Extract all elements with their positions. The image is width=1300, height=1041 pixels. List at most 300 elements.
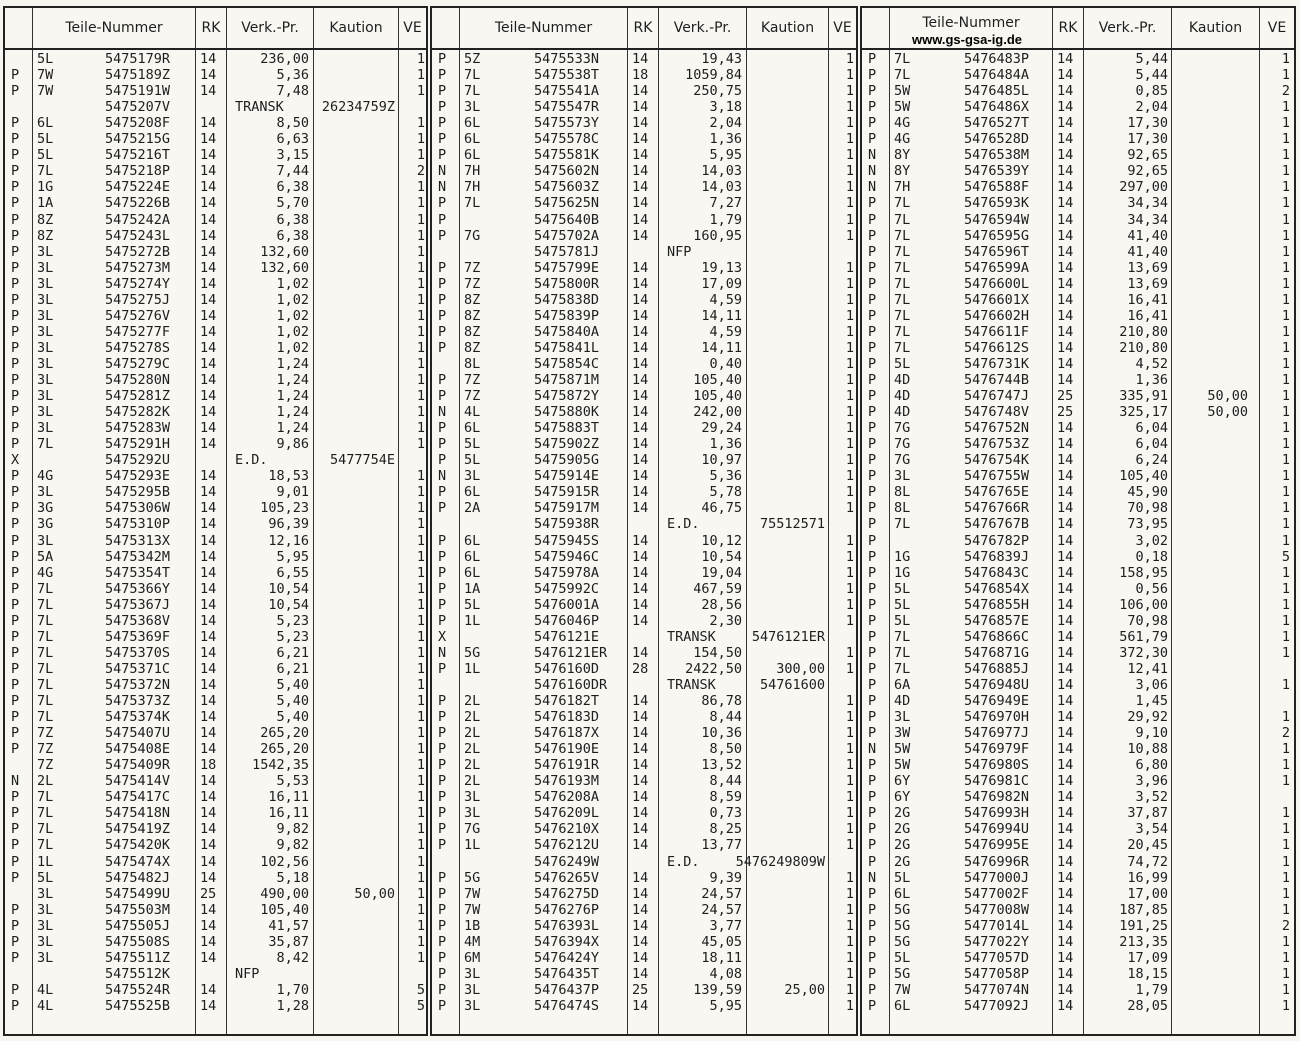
- price-value: 0,73: [709, 805, 742, 822]
- group-code: 7L: [37, 709, 54, 726]
- row-flag: P: [438, 773, 447, 790]
- group-code: 7Z: [37, 741, 54, 758]
- deposit-value: 26234759Z: [321, 99, 395, 116]
- rk-value: 14: [632, 757, 649, 774]
- row-flag: P: [438, 211, 447, 228]
- table-row: [862, 356, 1294, 372]
- price-value: 16,41: [1127, 291, 1168, 308]
- ve-value: 1: [416, 468, 425, 485]
- row-flag: P: [11, 548, 20, 565]
- price-value: 265,20: [260, 741, 309, 758]
- group-code: 3L: [37, 355, 54, 372]
- price-value: 6,24: [1135, 452, 1168, 469]
- rk-value: 14: [1057, 195, 1074, 212]
- table-row: [432, 645, 856, 661]
- row-flag: P: [11, 805, 20, 822]
- part-number: 5475208F: [105, 115, 171, 132]
- deposit-value: 54761600: [759, 676, 825, 693]
- part-number: 5475281Z: [105, 388, 171, 405]
- row-flag: P: [868, 307, 877, 324]
- price-value: 191,25: [1119, 917, 1168, 934]
- part-number: 5475578C: [534, 131, 600, 148]
- table-row: [432, 51, 856, 67]
- row-flag: P: [11, 259, 20, 276]
- rk-value: 14: [632, 725, 649, 742]
- price-value: 105,40: [1119, 468, 1168, 485]
- row-flag: P: [11, 388, 20, 405]
- row-flag: P: [11, 291, 20, 308]
- group-code: 7L: [894, 243, 911, 260]
- group-code: 4D: [894, 388, 911, 405]
- table-row: [432, 308, 856, 324]
- rk-value: 14: [1057, 83, 1074, 100]
- rk-value: 14: [200, 307, 217, 324]
- part-number: 5475292U: [105, 452, 171, 469]
- price-value: 5,40: [276, 676, 309, 693]
- part-number: 5476538M: [964, 147, 1030, 164]
- part-number: 5475581K: [534, 147, 600, 164]
- table-row: [432, 661, 856, 677]
- price-value: 5,70: [276, 195, 309, 212]
- table-row: [432, 324, 856, 340]
- part-number: 5475372N: [105, 676, 171, 693]
- table-row: [432, 228, 856, 244]
- price-value: 5,44: [1135, 51, 1168, 67]
- price-value: 24,57: [701, 901, 742, 918]
- table-row: [5, 195, 426, 211]
- group-code: 7L: [894, 628, 911, 645]
- group-code: 5L: [37, 147, 54, 164]
- website-watermark: www.gs-gsa-ig.de: [912, 32, 1023, 47]
- row-flag: X: [11, 452, 20, 469]
- part-number: 5475871M: [534, 372, 600, 388]
- ve-value: 1: [1281, 468, 1290, 485]
- row-flag: P: [438, 500, 447, 517]
- part-number: 5476183D: [534, 709, 600, 726]
- ve-value: 1: [845, 901, 854, 918]
- row-flag: P: [438, 997, 447, 1014]
- row-flag: P: [438, 532, 447, 549]
- table-row: [5, 645, 426, 661]
- row-flag: P: [11, 195, 20, 212]
- row-flag: P: [11, 420, 20, 437]
- price-value: 34,34: [1127, 195, 1168, 212]
- part-number: 5475914E: [534, 468, 600, 485]
- price-value: 14,11: [701, 307, 742, 324]
- price-value: 92,65: [1127, 147, 1168, 164]
- price-value: 6,38: [276, 179, 309, 196]
- rk-value: 14: [200, 115, 217, 132]
- rk-value: 14: [1057, 821, 1074, 838]
- group-code: 5L: [464, 452, 481, 469]
- group-code: 7W: [464, 885, 481, 902]
- deposit-value: 5476121ER: [751, 628, 825, 645]
- ve-value: 1: [845, 83, 854, 100]
- row-flag: P: [868, 468, 877, 485]
- row-flag: P: [438, 612, 447, 629]
- rk-value: 14: [1057, 709, 1074, 726]
- part-number: 5476995E: [964, 837, 1030, 854]
- price-value: 13,69: [1127, 259, 1168, 276]
- part-number: 5475417C: [105, 789, 171, 806]
- table-row: [5, 468, 426, 484]
- row-flag: P: [868, 388, 877, 405]
- rk-value: 14: [632, 532, 649, 549]
- part-number: 5476854X: [964, 580, 1030, 597]
- ve-value: 1: [416, 596, 425, 613]
- price-value: 3,52: [1135, 789, 1168, 806]
- rk-value: 14: [632, 741, 649, 758]
- table-row: [5, 886, 426, 902]
- rk-value: 14: [632, 500, 649, 517]
- row-flag: P: [868, 773, 877, 790]
- rk-value: 14: [200, 323, 217, 340]
- price-value: 10,54: [268, 596, 309, 613]
- group-code: 7G: [464, 821, 481, 838]
- table-row: [5, 516, 426, 532]
- table-row: [432, 549, 856, 565]
- table-row: [432, 292, 856, 308]
- row-flag: P: [11, 500, 20, 517]
- price-value: 1542,35: [252, 757, 309, 774]
- ve-value: 1: [845, 805, 854, 822]
- group-code: 7L: [894, 195, 911, 212]
- group-code: 7L: [37, 676, 54, 693]
- header-part-number: Teile-Nummer: [65, 20, 163, 36]
- price-value: 1,45: [1135, 693, 1168, 709]
- row-flag: P: [438, 307, 447, 324]
- row-flag: P: [11, 564, 20, 581]
- group-code: 8Z: [37, 211, 54, 228]
- part-number: 5475207V: [105, 99, 171, 116]
- table-row: [432, 757, 856, 773]
- ve-value: 1: [845, 468, 854, 485]
- part-number: 5476424Y: [534, 949, 600, 966]
- table-row: [862, 629, 1294, 645]
- price-value: 7,48: [276, 83, 309, 100]
- table-row: [432, 613, 856, 629]
- group-code: 7L: [894, 660, 911, 677]
- part-number: 5475800R: [534, 275, 600, 292]
- rk-value: 14: [1057, 291, 1074, 308]
- rk-value: 14: [632, 693, 649, 709]
- ve-value: 1: [845, 949, 854, 966]
- rk-value: 14: [200, 67, 217, 84]
- group-code: 6L: [464, 420, 481, 437]
- part-number: 5476855H: [964, 596, 1030, 613]
- table-row: [432, 533, 856, 549]
- table-row: [862, 886, 1294, 902]
- group-code: 7G: [894, 452, 911, 469]
- part-number: 5476485L: [964, 83, 1030, 100]
- rk-value: 14: [200, 339, 217, 356]
- rk-value: 14: [632, 484, 649, 501]
- group-code: 7H: [464, 163, 481, 180]
- part-number: 5475342M: [105, 548, 171, 565]
- price-value: 3,06: [1135, 676, 1168, 693]
- part-number: 5475419Z: [105, 821, 171, 838]
- rk-value: 14: [1057, 596, 1074, 613]
- row-flag: P: [438, 580, 447, 597]
- price-value: 6,38: [276, 227, 309, 244]
- price-value: 5,36: [276, 67, 309, 84]
- rk-value: 25: [1057, 404, 1074, 421]
- table-row: [862, 452, 1294, 468]
- row-flag: P: [438, 869, 447, 886]
- ve-value: 5: [416, 981, 425, 998]
- ve-value: 1: [845, 420, 854, 437]
- rk-value: 14: [1057, 805, 1074, 822]
- part-number: 5476744B: [964, 372, 1030, 388]
- price-value: 96,39: [268, 516, 309, 533]
- ve-value: 1: [845, 532, 854, 549]
- group-code: 7Z: [37, 725, 54, 742]
- group-code: 8Z: [464, 339, 481, 356]
- price-value: 3,18: [709, 99, 742, 116]
- row-flag: P: [11, 227, 20, 244]
- ve-value: 1: [845, 355, 854, 372]
- price-value: 6,55: [276, 564, 309, 581]
- table-row: [862, 613, 1294, 629]
- table-row: [862, 757, 1294, 773]
- group-code: 3L: [37, 484, 54, 501]
- part-number: 5475367J: [105, 596, 171, 613]
- price-list-panel-3: [860, 6, 1296, 1036]
- price-value: 13,77: [701, 837, 742, 854]
- ve-value: 1: [845, 773, 854, 790]
- rk-value: 18: [632, 67, 649, 84]
- price-value: 10,54: [268, 580, 309, 597]
- group-code: 1L: [464, 612, 481, 629]
- row-flag: P: [868, 837, 877, 854]
- price-value: 9,86: [276, 436, 309, 453]
- part-number: 5476747J: [964, 388, 1030, 405]
- price-value: 1,79: [1135, 981, 1168, 998]
- header-price: Verk.-Pr.: [241, 20, 299, 36]
- rk-value: 14: [1057, 211, 1074, 228]
- table-row: [5, 131, 426, 147]
- row-flag: P: [11, 612, 20, 629]
- rk-value: 14: [200, 388, 217, 405]
- price-value: 92,65: [1127, 163, 1168, 180]
- table-row: [432, 918, 856, 934]
- table-row: [432, 950, 856, 966]
- ve-value: 1: [1281, 291, 1290, 308]
- part-number: 5476474S: [534, 997, 600, 1014]
- row-flag: P: [438, 725, 447, 742]
- rk-value: 14: [1057, 372, 1074, 388]
- group-code: 7W: [37, 67, 54, 84]
- price-value: E.D.: [667, 516, 700, 533]
- price-value: 45,90: [1127, 484, 1168, 501]
- row-flag: P: [438, 115, 447, 132]
- group-code: 7L: [464, 67, 481, 84]
- ve-value: 1: [416, 933, 425, 950]
- price-value: 17,30: [1127, 131, 1168, 148]
- group-code: 3W: [894, 725, 911, 742]
- part-number: 5476993H: [964, 805, 1030, 822]
- price-value: 467,59: [693, 580, 742, 597]
- rk-value: 14: [1057, 436, 1074, 453]
- part-number: 5476857E: [964, 612, 1030, 629]
- table-row: [862, 645, 1294, 661]
- table-row: [432, 805, 856, 821]
- ve-value: 1: [416, 51, 425, 67]
- group-code: 5L: [894, 355, 911, 372]
- part-number: 5476765E: [964, 484, 1030, 501]
- group-code: 2L: [464, 773, 481, 790]
- row-flag: N: [438, 468, 447, 485]
- group-code: 4L: [37, 997, 54, 1014]
- table-row: [5, 420, 426, 436]
- group-code: 7L: [894, 259, 911, 276]
- part-number: 5475512K: [105, 965, 171, 982]
- ve-value: 1: [845, 709, 854, 726]
- row-flag: P: [11, 596, 20, 613]
- part-number: 5476600L: [964, 275, 1030, 292]
- price-value: 102,56: [260, 853, 309, 870]
- group-code: 3L: [37, 917, 54, 934]
- price-value: 19,04: [701, 564, 742, 581]
- ve-value: 1: [416, 275, 425, 292]
- price-value: 250,75: [693, 83, 742, 100]
- rk-value: 14: [1057, 243, 1074, 260]
- row-flag: P: [868, 933, 877, 950]
- row-flag: P: [868, 564, 877, 581]
- price-value: NFP: [667, 243, 692, 260]
- price-value: 1,79: [709, 211, 742, 228]
- price-value: 45,05: [701, 933, 742, 950]
- part-number: 5475508S: [105, 933, 171, 950]
- part-number: 5476981C: [964, 773, 1030, 790]
- row-flag: P: [868, 821, 877, 838]
- ve-value: 1: [416, 115, 425, 132]
- header-deposit: Kaution: [329, 20, 383, 36]
- rk-value: 14: [632, 468, 649, 485]
- row-flag: P: [868, 404, 877, 421]
- row-flag: P: [11, 532, 20, 549]
- table-row: [432, 436, 856, 452]
- price-value: 8,25: [709, 821, 742, 838]
- rk-value: 14: [1057, 227, 1074, 244]
- ve-value: 1: [845, 179, 854, 196]
- price-value: 70,98: [1127, 500, 1168, 517]
- group-code: 7L: [37, 805, 54, 822]
- row-flag: P: [11, 917, 20, 934]
- part-number: 5476871G: [964, 644, 1030, 661]
- ve-value: 1: [845, 997, 854, 1014]
- price-value: 5,44: [1135, 67, 1168, 84]
- part-number: 5475277F: [105, 323, 171, 340]
- row-flag: P: [438, 548, 447, 565]
- rk-value: 14: [1057, 741, 1074, 758]
- group-code: 3L: [464, 468, 481, 485]
- group-code: 8Z: [464, 323, 481, 340]
- rk-value: 14: [1057, 933, 1074, 950]
- ve-value: 1: [416, 179, 425, 196]
- group-code: 3L: [37, 949, 54, 966]
- ve-value: 1: [416, 532, 425, 549]
- table-row: [432, 934, 856, 950]
- ve-value: 1: [1281, 99, 1290, 116]
- row-flag: P: [11, 789, 20, 806]
- group-code: 3L: [37, 275, 54, 292]
- row-flag: P: [868, 195, 877, 212]
- part-number: 5476767B: [964, 516, 1030, 533]
- rk-value: 14: [632, 709, 649, 726]
- table-row: [862, 147, 1294, 163]
- group-code: 7L: [464, 195, 481, 212]
- rk-value: 14: [632, 323, 649, 340]
- table-row: [5, 902, 426, 918]
- table-row: [862, 581, 1294, 597]
- rk-value: 14: [632, 355, 649, 372]
- rk-value: 14: [1057, 965, 1074, 982]
- group-code: 7L: [37, 580, 54, 597]
- group-code: 7L: [37, 163, 54, 180]
- rk-value: 14: [200, 580, 217, 597]
- table-row: [432, 99, 856, 115]
- part-number: 5475191W: [105, 83, 171, 100]
- table-row: [432, 709, 856, 725]
- row-flag: P: [11, 869, 20, 886]
- price-value: E.D.: [235, 452, 268, 469]
- price-value: 1,24: [276, 404, 309, 421]
- part-number: 5475278S: [105, 339, 171, 356]
- table-row: [432, 179, 856, 195]
- rk-value: 14: [632, 51, 649, 67]
- group-code: 3L: [37, 323, 54, 340]
- row-flag: P: [868, 949, 877, 966]
- table-row: [5, 629, 426, 645]
- row-flag: N: [868, 741, 877, 758]
- table-row: [5, 998, 426, 1014]
- row-flag: P: [11, 468, 20, 485]
- column-header-row: [5, 8, 426, 50]
- part-number: 5476980S: [964, 757, 1030, 774]
- group-code: 7Z: [464, 259, 481, 276]
- row-flag: N: [438, 644, 447, 661]
- row-flag: P: [868, 67, 877, 84]
- rk-value: 14: [1057, 853, 1074, 870]
- row-flag: P: [11, 693, 20, 709]
- row-flag: P: [868, 917, 877, 934]
- table-row: [432, 260, 856, 276]
- part-number: 5476001A: [534, 596, 600, 613]
- price-value: 35,87: [268, 933, 309, 950]
- price-value: 37,87: [1127, 805, 1168, 822]
- group-code: 6L: [37, 115, 54, 132]
- rk-value: 14: [200, 516, 217, 533]
- ve-value: 1: [845, 548, 854, 565]
- ve-value: 1: [845, 259, 854, 276]
- part-number: 5476766R: [964, 500, 1030, 517]
- ve-value: 1: [1281, 211, 1290, 228]
- header-part-number: Teile-Nummer: [922, 15, 1020, 31]
- table-row: [432, 388, 856, 404]
- group-code: 3L: [37, 420, 54, 437]
- table-row: [862, 854, 1294, 870]
- group-code: 4D: [894, 404, 911, 421]
- rk-value: 14: [1057, 981, 1074, 998]
- row-flag: P: [438, 51, 447, 67]
- price-value: 105,40: [260, 901, 309, 918]
- ve-value: 1: [1281, 821, 1290, 838]
- price-value: 1,36: [709, 131, 742, 148]
- part-number: 5476046P: [534, 612, 600, 629]
- row-flag: P: [438, 99, 447, 116]
- ve-value: 1: [416, 243, 425, 260]
